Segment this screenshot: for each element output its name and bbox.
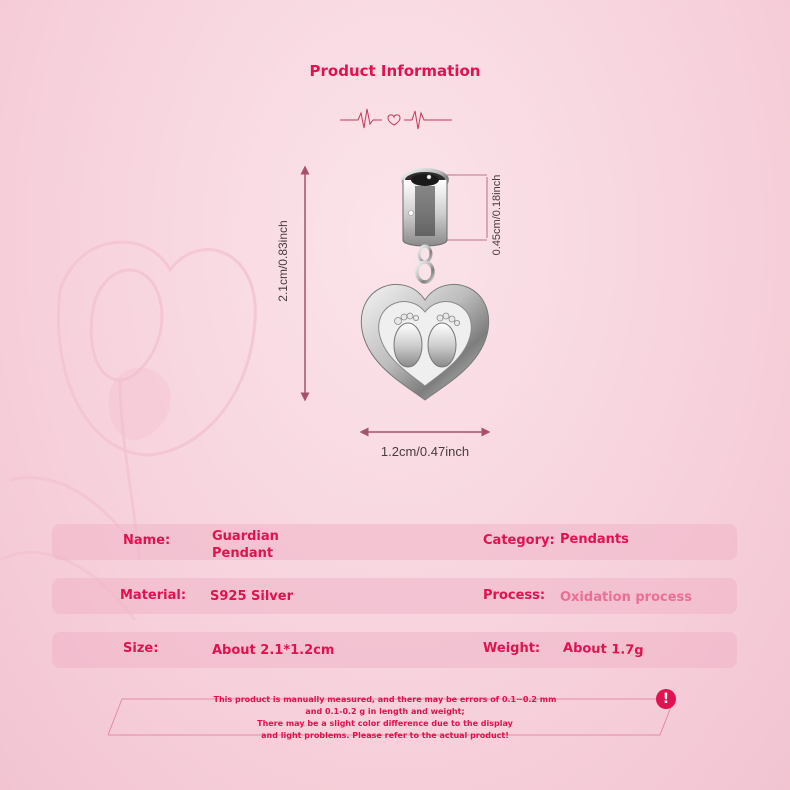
material-value: S925 Silver bbox=[210, 589, 294, 604]
category-label: Category: bbox=[483, 533, 555, 548]
name-label: Name: bbox=[123, 533, 171, 548]
weight-label: Weight: bbox=[483, 641, 541, 656]
pendant-heart bbox=[361, 284, 488, 400]
product-info-page: Product Information 2.1cm/0.83inch 0.45cm/0.18inch 1.2cm/0.47inch Name: Guardian Pendant Category: Pendants Material: S925 Silver Process: Oxidation process Size: About 2.1*1.2cm Weight: About 1.7g This product is manually measured, and there may be errors of 0.1~0.2 mm and 0.1-0.2 g in length and weight; There may be a slight color difference due to the display and light problems. Please refer to the actual product! ! bbox=[0, 0, 790, 790]
name-value-line1: Guardian bbox=[212, 529, 279, 544]
page-title: Product Information bbox=[309, 62, 481, 80]
size-label: Size: bbox=[123, 641, 159, 656]
exclamation-icon: ! bbox=[656, 689, 676, 709]
category-value: Pendants bbox=[560, 532, 629, 547]
material-label: Material: bbox=[120, 588, 187, 603]
notice-text: This product is manually measured, and there may be errors of 0.1~0.2 mm and 0.1-0.2 g in length and weight; There may be a slight color difference due to the display and light problems. Please refer to the actual product! bbox=[213, 695, 557, 740]
pendant-bail bbox=[403, 170, 447, 246]
weight-value: About 1.7g bbox=[562, 640, 644, 659]
process-label: Process: bbox=[483, 588, 546, 603]
process-value: Oxidation process bbox=[560, 590, 692, 605]
width-dimension-label: 1.2cm/0.47inch bbox=[380, 444, 470, 459]
name-value-line2: Pendant bbox=[212, 546, 274, 561]
size-value: About 2.1*1.2cm bbox=[212, 643, 335, 658]
